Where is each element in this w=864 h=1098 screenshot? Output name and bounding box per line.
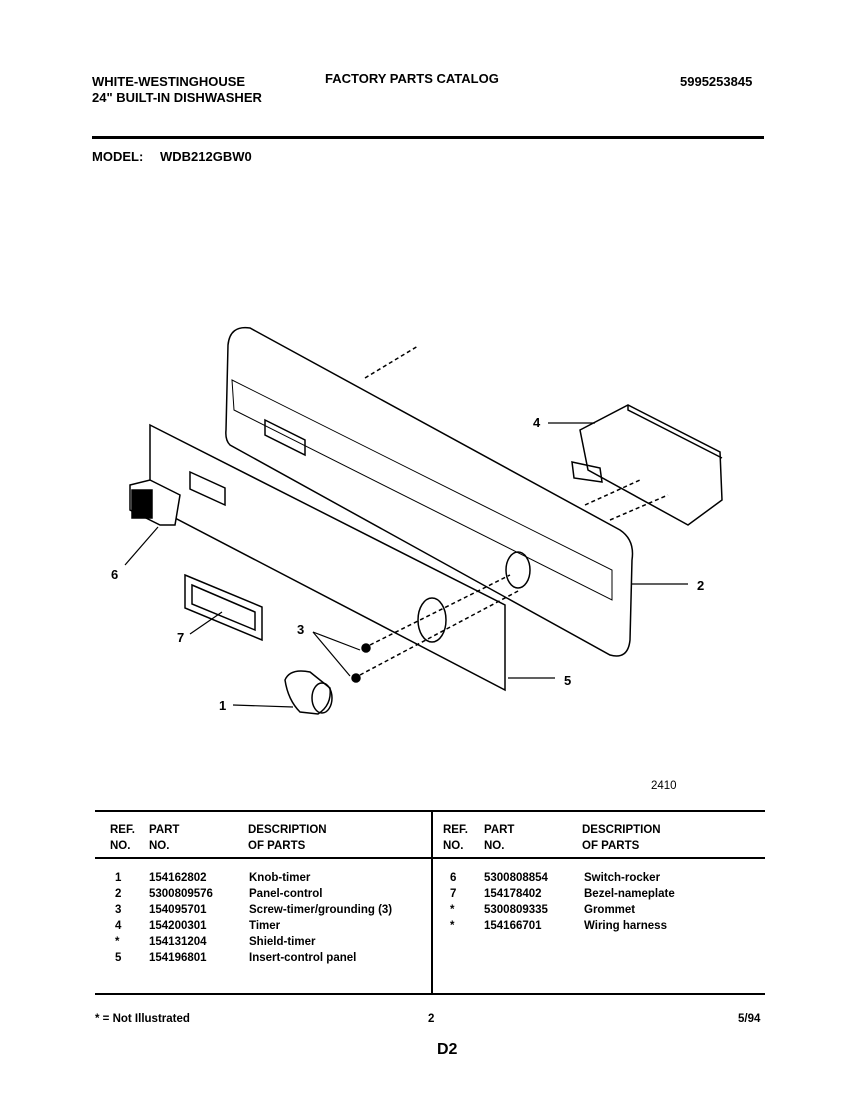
col-part-header-right: PART NO. <box>484 824 515 852</box>
col-ref-header-right: REF. NO. <box>443 824 468 852</box>
cell-ref: 2 <box>115 888 122 900</box>
cell-desc: Grommet <box>584 904 636 916</box>
model-number: WDB212GBW0 <box>160 149 252 164</box>
cell-ref: * <box>450 904 455 916</box>
cell-part: 154095701 <box>149 904 207 916</box>
cell-ref: 6 <box>450 872 457 884</box>
cell-ref: * <box>115 936 120 948</box>
cell-desc: Switch-rocker <box>584 872 661 884</box>
product: 24" BUILT-IN DISHWASHER <box>92 90 262 105</box>
catalog-title: FACTORY PARTS CATALOG <box>325 71 499 86</box>
cell-part: 5300809335 <box>484 904 548 916</box>
figure-number: 2410 <box>651 780 677 792</box>
callout-2: 2 <box>697 578 705 593</box>
catalog-number: 5995253845 <box>680 74 753 89</box>
col-desc-header: DESCRIPTION OF PARTS <box>248 824 327 852</box>
cell-ref: 7 <box>450 888 457 900</box>
callout-3: 3 <box>297 622 305 637</box>
cell-ref: 3 <box>115 904 122 916</box>
model-label: MODEL: <box>92 149 144 164</box>
cell-part: 5300809576 <box>149 888 213 900</box>
callout-1: 1 <box>219 698 227 713</box>
col-part-header: PART NO. <box>149 824 180 852</box>
section-code: D2 <box>437 1041 458 1058</box>
cell-ref: * <box>450 920 455 932</box>
cell-part: 154178402 <box>484 888 542 900</box>
col-ref-header: REF. NO. <box>110 824 135 852</box>
brand: WHITE-WESTINGHOUSE <box>92 74 246 89</box>
cell-ref: 1 <box>115 872 122 884</box>
revision-date: 5/94 <box>738 1013 761 1025</box>
cell-ref: 5 <box>115 952 122 964</box>
cell-part: 154162802 <box>149 872 207 884</box>
cell-desc: Insert-control panel <box>249 952 357 964</box>
cell-desc: Timer <box>249 920 281 932</box>
callout-4: 4 <box>533 415 541 430</box>
callout-5: 5 <box>564 673 572 688</box>
cell-part: 5300808854 <box>484 872 548 884</box>
callout-6: 6 <box>111 567 119 582</box>
cell-ref: 4 <box>115 920 122 932</box>
cell-part: 154200301 <box>149 920 207 932</box>
cell-desc: Screw-timer/grounding (3) <box>249 904 393 916</box>
cell-desc: Panel-control <box>249 888 323 900</box>
callout-7: 7 <box>177 630 185 645</box>
cell-part: 154166701 <box>484 920 542 932</box>
footnote: * = Not Illustrated <box>95 1013 190 1025</box>
col-desc-header-right: DESCRIPTION OF PARTS <box>582 824 661 852</box>
bezel-part <box>185 575 262 640</box>
cell-desc: Bezel-nameplate <box>584 888 675 900</box>
cell-desc: Wiring harness <box>584 920 667 932</box>
cell-desc: Knob-timer <box>249 872 311 884</box>
cell-desc: Shield-timer <box>249 936 316 948</box>
insert-panel-part <box>150 425 505 690</box>
cell-part: 154131204 <box>149 936 207 948</box>
cell-part: 154196801 <box>149 952 207 964</box>
page-number: 2 <box>428 1013 435 1025</box>
